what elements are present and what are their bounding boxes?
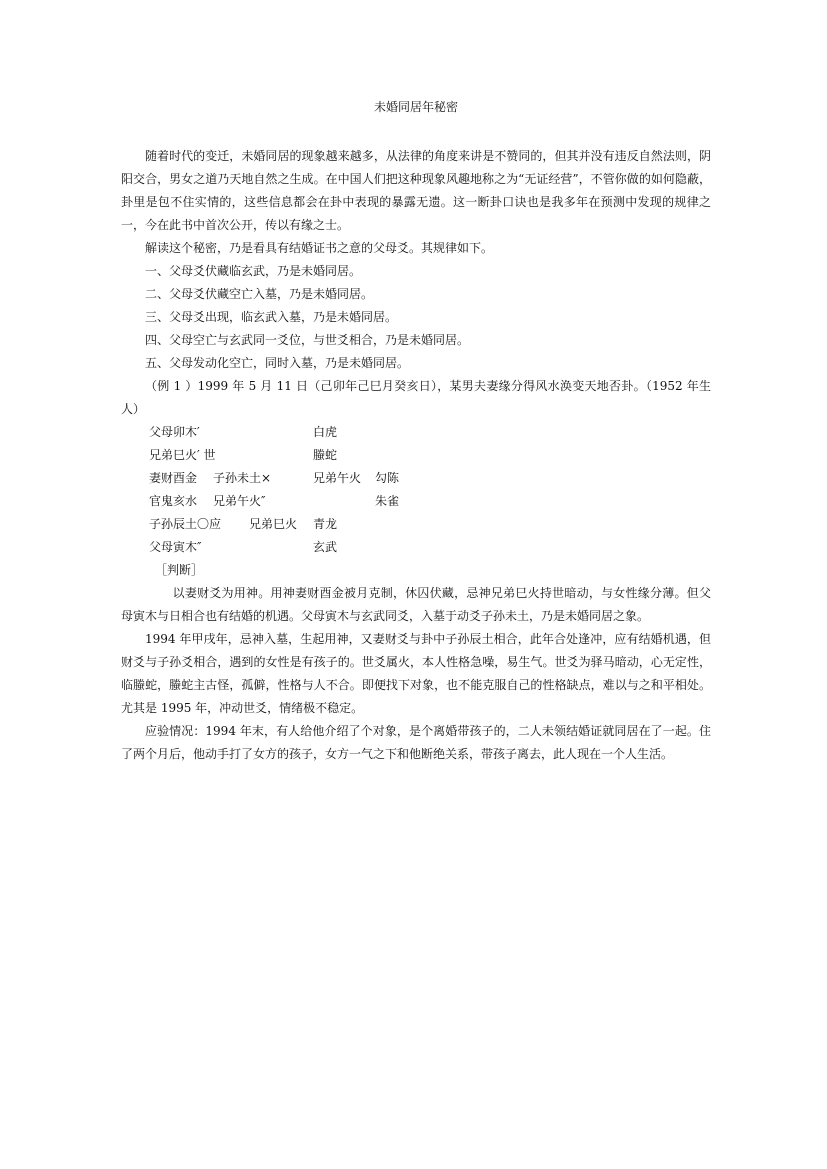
document-title: 未婚同居年秘密: [373, 100, 458, 114]
rule-item: 三、父母爻出现，临玄武入墓，乃是未婚同居。: [145, 310, 398, 324]
line-hidden: 兄弟巳火: [249, 517, 298, 531]
lead-paragraph: 解读这个秘密，乃是看具有结婚证书之意的父母爻。其规律如下。: [145, 241, 494, 255]
line-hidden: 兄弟午火″: [213, 494, 266, 508]
line-changed: 兄弟午火: [313, 471, 362, 485]
judgment-paragraph: 1994 年甲戌年，忌神入墓，生起用神，又妻财爻与卦中子孙辰土相合，此年合处逢冲，应有结婚机遇，但财爻与子孙爻相合，遇到的女性是有孩子的。世爻属火，本人性格急噪，易生气。世爻为驿马暗动，心无定性，临螣蛇，螣蛇主古怪，孤僻，性格与人不合。即便找下对象，也不能克服自己的性格缺点，难以与之和平相处。尤其是 1995 年，冲动世爻，情绪极不稳定。: [121, 632, 711, 715]
line-main: 兄弟巳火′ 世: [149, 448, 216, 462]
hexagram-line: [149, 421, 711, 444]
judgment-paragraph: 以妻财爻为用神。用神妻财酉金被月克制，休囚伏藏，忌神兄弟巳火持世暗动，与女性缘分薄。但父母寅木与日相合也有结婚的机遇。父母寅木与玄武同爻，入墓于动爻子孙未土，乃是未婚同居之象。: [121, 586, 711, 623]
line-main: 父母寅木″: [149, 540, 202, 554]
intro-paragraph: 随着时代的变迁，未婚同居的现象越来越多，从法律的角度来讲是不赞同的，但其并没有违反自然法则，阴阳交合，男女之道乃天地自然之生成。在中国人们把这种现象风趣地称之为“无证经营”，不管你做的如何隐蔽，卦里是包不住实情的，这些信息都会在卦中表现的暴露无遗。这一断卦口诀也是我多年在预测中发现的规律之一，今在此书中首次公开，传以有缘之士。: [121, 149, 711, 232]
verification-paragraph: 应验情况：1994 年末，有人给他介绍了个对象，是个离婚带孩子的，二人未领结婚证就同居在了一起。住了两个月后，他动手打了女方的孩子，女方一气之下和他断绝关系，带孩子离去，此人现在一个人生活。: [121, 724, 711, 761]
line-hidden: 子孙未土×: [213, 471, 272, 485]
hexagram-line: [149, 467, 711, 490]
hexagram-table: [121, 421, 711, 559]
rule-item: 四、父母空亡与玄武同一爻位，与世爻相合，乃是未婚同居。: [145, 333, 470, 347]
document-page: [121, 96, 711, 766]
hexagram-line: [149, 513, 711, 536]
line-main: 官鬼亥水: [149, 494, 198, 508]
rule-item: 一、父母爻伏藏临玄武，乃是未婚同居。: [145, 264, 362, 278]
hexagram-line: [149, 444, 711, 467]
hexagram-line: [149, 536, 711, 559]
line-main: 妻财酉金: [149, 471, 198, 485]
hexagram-line: [149, 490, 711, 513]
line-spirit: 螣蛇: [313, 448, 338, 462]
line-spirit: 白虎: [313, 425, 338, 439]
line-spirit: 朱雀: [375, 494, 400, 508]
line-spirit: 玄武: [313, 540, 338, 554]
line-main: 父母卯木′: [149, 425, 200, 439]
rule-item: 五、父母发动化空亡，同时入墓，乃是未婚同居。: [145, 356, 410, 370]
example-intro: （例 1 ）1999 年 5 月 11 日（己卯年己巳月癸亥日），某男夫妻缘分得风水涣变天地否卦。（1952 年生人）: [121, 379, 711, 416]
rule-item: 二、父母爻伏藏空亡入墓，乃是未婚同居。: [145, 287, 374, 301]
judgment-label: ［判断］: [155, 563, 204, 577]
line-spirit: 勾陈: [375, 471, 400, 485]
line-spirit: 青龙: [313, 517, 338, 531]
line-main: 子孙辰土〇应: [149, 517, 222, 531]
